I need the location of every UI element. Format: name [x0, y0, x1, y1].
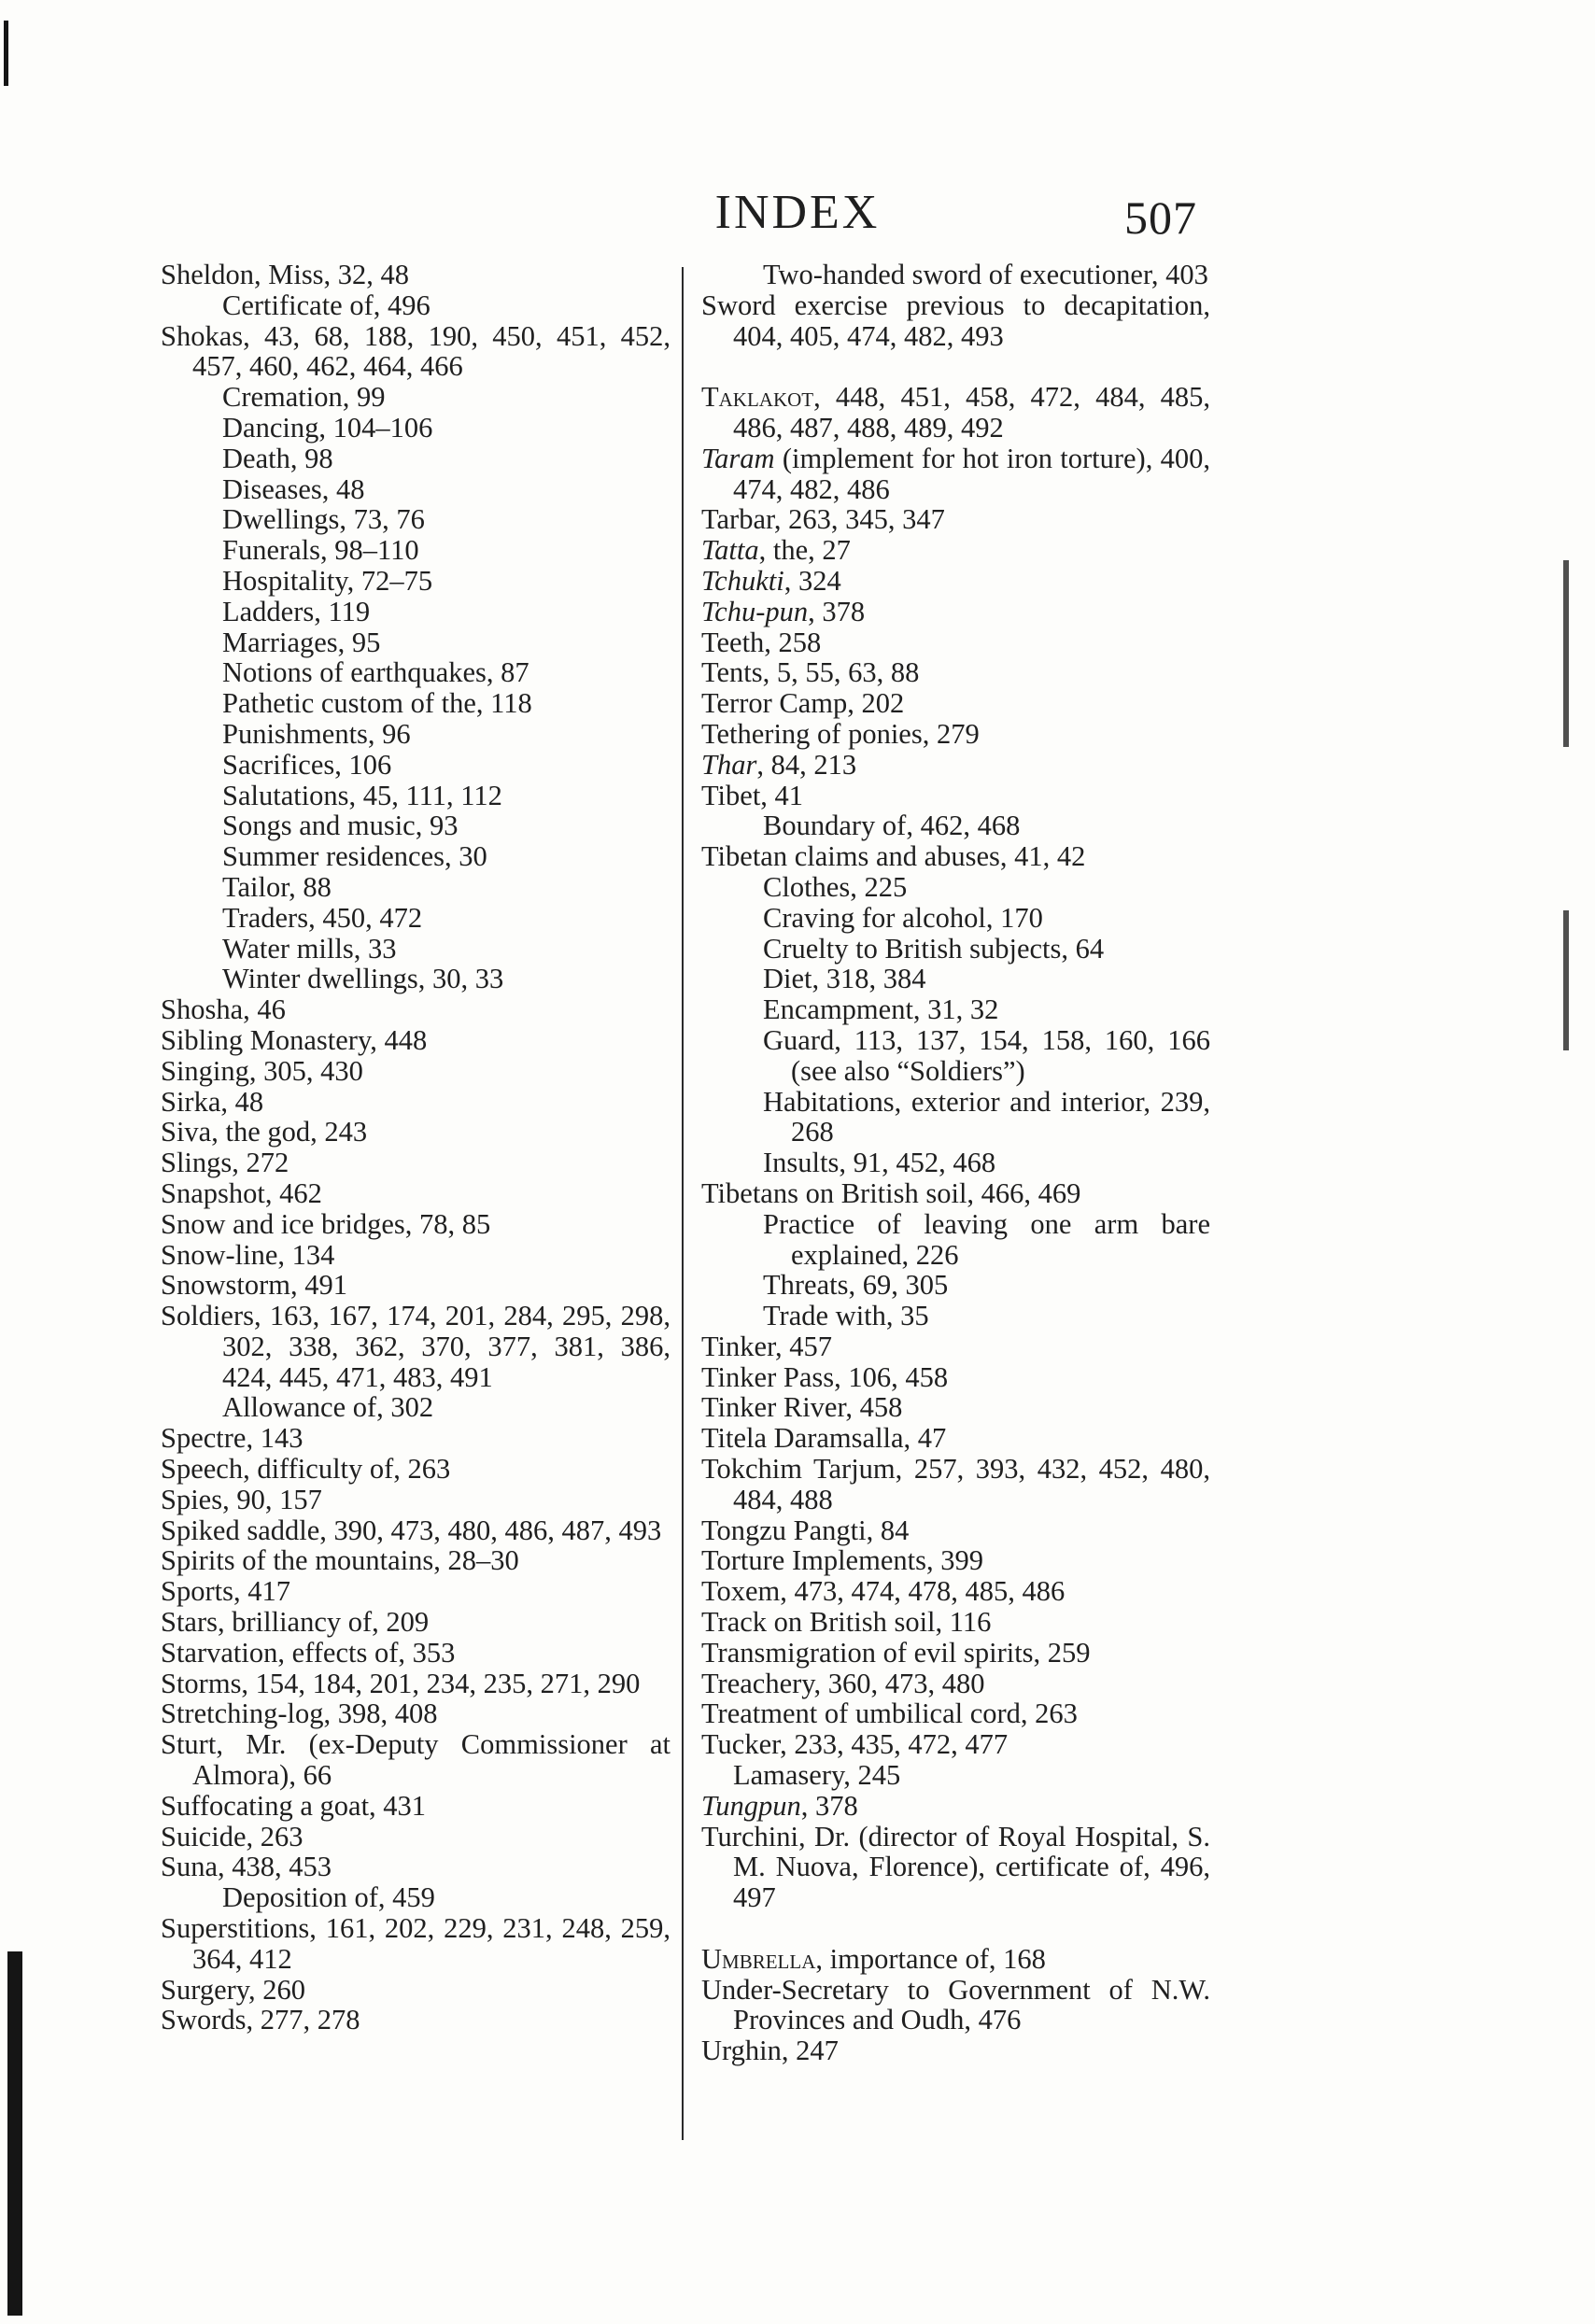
index-entry-text: Under-Secretary to Government of N.W. Provinces and Oudh, 476 [701, 1973, 1210, 2036]
index-entry-term: Tatta [701, 534, 759, 567]
index-entry [701, 1638, 1210, 1669]
index-subentry [161, 627, 670, 658]
index-entry-text: Lamasery, 245 [733, 1759, 901, 1792]
index-entry-text: Superstitions, 161, 202, 229, 231, 248, 259, 364, 412 [161, 1912, 670, 1975]
index-entry-text: Funerals, 98–110 [222, 534, 419, 567]
index-entry [161, 1791, 670, 1822]
index-entry-text: Threats, 69, 305 [763, 1269, 949, 1302]
index-subentry [701, 964, 1210, 994]
index-entry [161, 1698, 670, 1729]
index-subentry [161, 444, 670, 474]
index-entry [701, 781, 1210, 811]
index-entry [701, 1576, 1210, 1607]
index-subentry [701, 872, 1210, 903]
index-entry-text: Shosha, 46 [161, 993, 286, 1026]
index-entry-text: Tinker, 457 [701, 1330, 833, 1362]
index-entry-text: Tailor, 88 [222, 870, 332, 903]
index-entry-text: Salutations, 45, 111, 112 [222, 779, 502, 811]
index-entry-text: Dwellings, 73, 76 [222, 503, 425, 536]
scan-mark-top-left [4, 21, 8, 86]
index-entry [161, 260, 670, 290]
index-entry-text: Insults, 91, 452, 468 [763, 1147, 996, 1179]
index-entry [161, 1209, 670, 1240]
index-entry-text: Spirits of the mountains, 28–30 [161, 1544, 519, 1577]
index-entry-text: Summer residences, 30 [222, 840, 487, 873]
index-entry-text: Allowance of, 302 [222, 1391, 434, 1424]
index-entry [701, 1545, 1210, 1576]
index-entry-text: Titela Daramsalla, 47 [701, 1422, 947, 1455]
index-entry-text: Snow-line, 134 [161, 1238, 335, 1271]
index-entry-text: Swords, 277, 278 [161, 2004, 360, 2036]
index-entry [701, 1515, 1210, 1546]
index-subentry [161, 535, 670, 566]
index-entry-text: , 84, 213 [756, 748, 857, 781]
index-entry [161, 994, 670, 1025]
index-subentry [161, 1882, 670, 1913]
index-subentry [701, 994, 1210, 1025]
index-entry-term: Tchukti [701, 564, 784, 597]
index-entry-text: Deposition of, 459 [222, 1881, 435, 1914]
index-gap [701, 351, 1210, 382]
index-entry-text: Storms, 154, 184, 201, 234, 235, 271, 290 [161, 1667, 641, 1699]
index-entry [161, 1545, 670, 1576]
index-subentry [701, 934, 1210, 965]
index-entry-term: Taram [701, 442, 775, 474]
index-entry [701, 750, 1210, 781]
index-entry [701, 1944, 1210, 1975]
index-entry-text: Cruelty to British subjects, 64 [763, 932, 1105, 965]
index-entry-text: Tongzu Pangti, 84 [701, 1514, 910, 1546]
index-entry [701, 1791, 1210, 1822]
index-entry-text: Tucker, 233, 435, 472, 477 [701, 1728, 1009, 1761]
index-entry-text: Cremation, 99 [222, 381, 386, 414]
index-entry-text: Guard, 113, 137, 154, 158, 160, 166 (see also “Soldiers”) [763, 1023, 1210, 1087]
index-entry-text: Sibling Monastery, 448 [161, 1023, 428, 1056]
index-entry-text: Water mills, 33 [222, 932, 397, 965]
index-entry [161, 1117, 670, 1148]
index-entry-text: Two-handed sword of executioner, 403 [763, 259, 1208, 290]
index-subentry [161, 964, 670, 994]
index-entry-term: Taklakot [701, 381, 814, 414]
index-subentry [701, 1760, 1210, 1791]
index-subentry [161, 474, 670, 505]
index-entry-text: Death, 98 [222, 442, 333, 474]
index-entry [161, 1178, 670, 1209]
index-entry-text: Habitations, exterior and interior, 239, 268 [763, 1085, 1210, 1148]
index-entry-text: Spectre, 143 [161, 1422, 303, 1455]
index-entry [161, 1301, 670, 1392]
index-subentry [161, 382, 670, 413]
index-entry-text: Clothes, 225 [763, 870, 908, 903]
index-entry [701, 1423, 1210, 1454]
index-entry-text: Turchini, Dr. (director of Royal Hospital, S. M. Nuova, Florence), certificate of, 496, 497 [701, 1820, 1210, 1914]
index-subentry [161, 657, 670, 688]
index-entry-text: Diet, 318, 384 [763, 963, 926, 995]
index-entry-term: Tungpun [701, 1789, 801, 1822]
index-entry-text: Traders, 450, 472 [222, 901, 423, 934]
index-entry-text: Certificate of, 496 [222, 289, 431, 321]
index-subentry [701, 1025, 1210, 1087]
index-entry [701, 290, 1210, 352]
page-number: 507 [1124, 191, 1197, 244]
index-entry [701, 1822, 1210, 1913]
index-entry-text: Sports, 417 [161, 1575, 290, 1608]
index-entry [161, 1087, 670, 1118]
index-entry-text: (implement for hot iron torture), 400, 474, 482, 486 [733, 442, 1210, 505]
index-entry-text: Craving for alcohol, 170 [763, 901, 1043, 934]
index-entry [701, 1975, 1210, 2036]
index-subentry [701, 1209, 1210, 1271]
index-subentry [701, 903, 1210, 934]
index-entry [161, 1669, 670, 1699]
index-subentry [161, 750, 670, 781]
index-entry-text: Suna, 438, 453 [161, 1851, 332, 1883]
index-entry-text: Marriages, 95 [222, 626, 381, 658]
index-entry [161, 2005, 670, 2035]
index-entry [161, 1240, 670, 1271]
index-entry-text: , 378 [800, 1789, 858, 1822]
index-subentry [161, 504, 670, 535]
index-subentry [161, 934, 670, 965]
index-entry-text: , 448, 451, 458, 472, 484, 485, 486, 487, 488, 489, 492 [733, 381, 1210, 444]
index-entry-text: Encampment, 31, 32 [763, 993, 999, 1026]
index-entry-text: Dancing, 104–106 [222, 411, 433, 444]
index-entry-text: Speech, difficulty of, 263 [161, 1453, 451, 1486]
index-entry-term: Thar [701, 748, 757, 781]
index-entry [701, 597, 1210, 627]
index-entry [701, 657, 1210, 688]
index-entry-text: Boundary of, 462, 468 [763, 810, 1021, 842]
index-entry-text: Track on British soil, 116 [701, 1606, 992, 1639]
index-entry-text: Surgery, 260 [161, 1973, 306, 2006]
index-entry-text: Stretching-log, 398, 408 [161, 1697, 438, 1730]
index-entry-text: Stars, brilliancy of, 209 [161, 1606, 430, 1639]
index-entry [161, 1454, 670, 1485]
index-entry-term: Umbrella [701, 1942, 816, 1975]
index-entry-text: Treachery, 360, 473, 480 [701, 1667, 985, 1699]
index-subentry [161, 810, 670, 841]
index-entry [701, 382, 1210, 444]
index-entry-text: Treatment of umbilical cord, 263 [701, 1697, 1078, 1730]
index-entry [161, 1270, 670, 1301]
index-entry [161, 1485, 670, 1515]
scan-mark-bottom-left [7, 1951, 22, 2316]
index-entry-text: Tethering of ponies, 279 [701, 717, 980, 750]
index-subentry [701, 810, 1210, 841]
index-subentry [161, 781, 670, 811]
page-title: INDEX [714, 186, 881, 239]
index-entry-text: Pathetic custom of the, 118 [222, 687, 532, 720]
index-entry [701, 1729, 1210, 1760]
index-entry-text: Hospitality, 72–75 [222, 564, 433, 597]
index-entry [701, 1698, 1210, 1729]
index-entry [701, 1669, 1210, 1699]
index-entry-text: , 378 [808, 595, 866, 627]
index-subentry [161, 597, 670, 627]
index-entry-text: Urghin, 247 [701, 2035, 839, 2067]
index-entry [701, 1454, 1210, 1515]
index-entry-text: , 324 [783, 564, 841, 597]
index-entry-text: Transmigration of evil spirits, 259 [701, 1636, 1091, 1669]
index-entry-text: Spies, 90, 157 [161, 1483, 322, 1515]
index-subentry [161, 719, 670, 750]
index-entry-text: Tibetans on British soil, 466, 469 [701, 1176, 1081, 1209]
index-entry [701, 504, 1210, 535]
index-entry-text: Spiked saddle, 390, 473, 480, 486, 487, 493 [161, 1514, 662, 1546]
index-entry [161, 1822, 670, 1852]
index-entry-text: Shokas, 43, 68, 188, 190, 450, 451, 452, 457, 460, 462, 464, 466 [161, 319, 670, 383]
index-entry-text: Tents, 5, 55, 63, 88 [701, 656, 920, 689]
index-entry-text: Sheldon, Miss, 32, 48 [161, 259, 410, 290]
index-subentry [161, 413, 670, 444]
index-entry [701, 627, 1210, 658]
index-entry [701, 719, 1210, 750]
scan-mark-right-2 [1563, 910, 1569, 1050]
index-entry [161, 1729, 670, 1791]
index-entry [161, 1975, 670, 2006]
index-column-left [161, 260, 670, 2035]
index-subentry [161, 688, 670, 719]
index-entry [161, 321, 670, 383]
index-entry-text: Tinker River, 458 [701, 1391, 903, 1424]
index-subentry [161, 841, 670, 872]
index-entry [161, 1056, 670, 1087]
index-entry-text: Terror Camp, 202 [701, 687, 905, 720]
index-entry-text: Teeth, 258 [701, 626, 822, 658]
index-entry-text: Suffocating a goat, 431 [161, 1789, 427, 1822]
scan-mark-right-1 [1563, 560, 1569, 747]
index-subentry [701, 1301, 1210, 1331]
index-entry-text: Slings, 272 [161, 1147, 289, 1179]
index-entry-text: Trade with, 35 [763, 1300, 929, 1332]
index-entry-text: Tinker Pass, 106, 458 [701, 1360, 949, 1393]
index-entry [161, 1515, 670, 1546]
index-entry-text: Suicide, 263 [161, 1820, 303, 1852]
index-entry-text: Winter dwellings, 30, 33 [222, 963, 504, 995]
index-entry [701, 535, 1210, 566]
index-subentry [161, 872, 670, 903]
index-entry-text: Snowstorm, 491 [161, 1269, 347, 1302]
index-entry [161, 1852, 670, 1882]
index-entry-text: Tibet, 41 [701, 779, 804, 811]
index-column-right [701, 260, 1210, 2066]
index-entry [701, 1392, 1210, 1423]
index-subentry [701, 1087, 1210, 1148]
index-entry [701, 1607, 1210, 1638]
index-entry-text: Sword exercise previous to decapitation, 404, 405, 474, 482, 493 [701, 289, 1210, 352]
index-entry-text: Siva, the god, 243 [161, 1116, 368, 1148]
index-entry [701, 1178, 1210, 1209]
index-entry-text: Sturt, Mr. (ex-Deputy Commissioner at Almora), 66 [161, 1728, 670, 1792]
index-entry [161, 1638, 670, 1669]
index-entry-text: Notions of earthquakes, 87 [222, 656, 529, 689]
index-subentry [701, 260, 1210, 290]
index-subentry [701, 1148, 1210, 1178]
index-entry-text: , importance of, 168 [815, 1942, 1046, 1975]
column-divider [682, 267, 684, 2140]
index-entry-text: Practice of leaving one arm bare explained, 226 [763, 1207, 1210, 1271]
index-entry-text: Tarbar, 263, 345, 347 [701, 503, 945, 536]
index-entry [161, 1423, 670, 1454]
index-entry-text: Singing, 305, 430 [161, 1054, 363, 1087]
index-entry-text: Diseases, 48 [222, 472, 365, 505]
index-entry-text: Soldiers, 163, 167, 174, 201, 284, 295, 298, 302, 338, 362, 370, 377, 381, 386, 424, 445, 471, 483, 491 [161, 1300, 670, 1393]
index-entry-text: Torture Implements, 399 [701, 1544, 983, 1577]
index-entry [161, 1576, 670, 1607]
index-entry-text: Tibetan claims and abuses, 41, 42 [701, 840, 1086, 873]
index-subentry [161, 1392, 670, 1423]
index-entry [701, 1331, 1210, 1362]
index-subentry [161, 290, 670, 321]
index-entry [701, 566, 1210, 597]
index-entry [161, 1025, 670, 1056]
index-entry [161, 1913, 670, 1975]
index-entry [701, 841, 1210, 872]
index-entry-text: , the, 27 [758, 534, 851, 567]
index-entry [701, 444, 1210, 505]
index-entry-text: Tokchim Tarjum, 257, 393, 432, 452, 480, 484, 488 [701, 1453, 1210, 1515]
index-entry-text: Sirka, 48 [161, 1085, 264, 1118]
index-subentry [701, 1270, 1210, 1301]
index-entry [161, 1607, 670, 1638]
index-subentry [161, 566, 670, 597]
index-entry-text: Songs and music, 93 [222, 810, 459, 842]
index-entry [701, 688, 1210, 719]
index-entry [701, 1362, 1210, 1393]
index-gap [701, 1913, 1210, 1944]
index-entry [161, 1148, 670, 1178]
index-entry-text: Punishments, 96 [222, 717, 411, 750]
index-entry-text: Toxem, 473, 474, 478, 485, 486 [701, 1575, 1066, 1608]
index-subentry [161, 903, 670, 934]
index-entry-term: Tchu-pun [701, 595, 809, 627]
index-entry-text: Starvation, effects of, 353 [161, 1636, 456, 1669]
index-entry-text: Sacrifices, 106 [222, 748, 392, 781]
index-entry-text: Ladders, 119 [222, 595, 371, 627]
index-entry-text: Snow and ice bridges, 78, 85 [161, 1207, 491, 1240]
index-entry [701, 2035, 1210, 2066]
index-entry-text: Snapshot, 462 [161, 1176, 322, 1209]
